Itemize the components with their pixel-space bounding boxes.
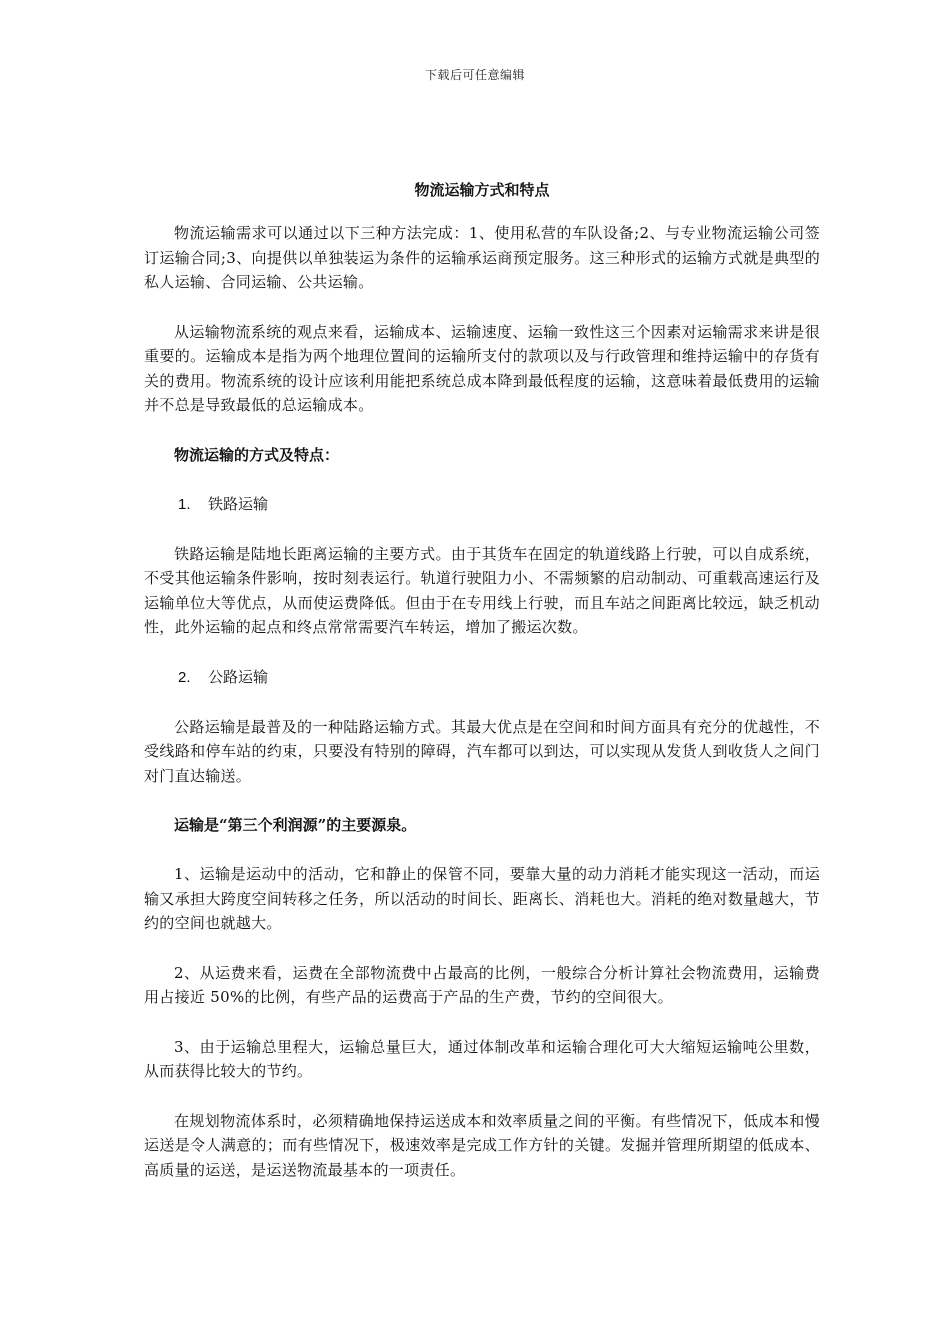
list-number: 1. [178, 495, 191, 513]
list-item-railway [144, 492, 820, 517]
list-number: 2. [178, 668, 191, 686]
profit-paragraph-1: 1、运输是运动中的活动，它和静止的保管不同，要靠大量的动力消耗才能实现这一活动，而运输又承担大跨度空间转移之任务，所以活动的时间长、距离长、消耗也大。消耗的绝对数量越大，节约的空间也就越大。 [144, 865, 820, 932]
list-item-highway [144, 665, 820, 690]
highway-paragraph: 公路运输是最普及的一种陆路运输方式。其最大优点是在空间和时间方面具有充分的优越性，不受线路和停车站的约束，只要没有特别的障碍，汽车都可以到达，可以实现从发货人到收货人之间门对门直达输送。 [144, 717, 820, 785]
intro-paragraph-2: 从运输物流系统的观点来看，运输成本、运输速度、运输一致性这三个因素对运输需求来讲是很重要的。运输成本是指为两个地理位置间的运输所支付的款项以及与行政管理和维持运输中的存货有关的费用。物流系统的设计应该利用能把系统总成本降到最低程度的运输，这意味着最低费用的运输并不总是导致最低的总运输成本。 [144, 322, 820, 414]
document-body [144, 178, 820, 1207]
intro-paragraph-1: 物流运输需求可以通过以下三种方法完成：1、使用私营的车队设备;2、与专业物流运输公司签订运输合同;3、向提供以单独装运为条件的运输承运商预定服务。这三种形式的运输方式就是典型的私人运输、合同运输、公共运输。 [144, 224, 820, 291]
header-note: 下载后可任意编辑 [424, 68, 525, 82]
list-label: 铁路运输 [208, 494, 269, 513]
section-heading-profit-source: 运输是“第三个利润源”的主要源泉。 [174, 816, 417, 834]
document-title: 物流运输方式和特点 [414, 181, 550, 199]
railway-paragraph: 铁路运输是陆地长距离运输的主要方式。由于其货车在固定的轨道线路上行驶，可以自成系统，不受其他运输条件影响，按时刻表运行。轨道行驶阻力小、不需频繁的启动制动、可重载高速运行及运输单位大等优点，从而使运费降低。但由于在专用线上行驶，而且车站之间距离比较远，缺乏机动性，此外运输的起点和终点常常需要汽车转运，增加了搬运次数。 [144, 544, 820, 636]
profit-paragraph-2: 2、从运费来看，运费在全部物流费中占最高的比例，一般综合分析计算社会物流费用，运输费用占接近 50%的比例，有些产品的运费高于产品的生产费，节约的空间很大。 [144, 963, 820, 1006]
section-heading-transport-modes: 物流运输的方式及特点： [174, 445, 340, 464]
list-label: 公路运输 [208, 667, 269, 686]
closing-paragraph: 在规划物流体系时，必须精确地保持运送成本和效率质量之间的平衡。有些情况下，低成本和慢运送是令人满意的；而有些情况下，极速效率是完成工作方针的关键。发掘并管理所期望的低成本、高质量的运送，是运送物流最基本的一项责任。 [144, 1111, 820, 1179]
profit-paragraph-3: 3、由于运输总里程大，运输总量巨大，通过体制改革和运输合理化可大大缩短运输吨公里数，从而获得比较大的节约。 [144, 1037, 820, 1080]
